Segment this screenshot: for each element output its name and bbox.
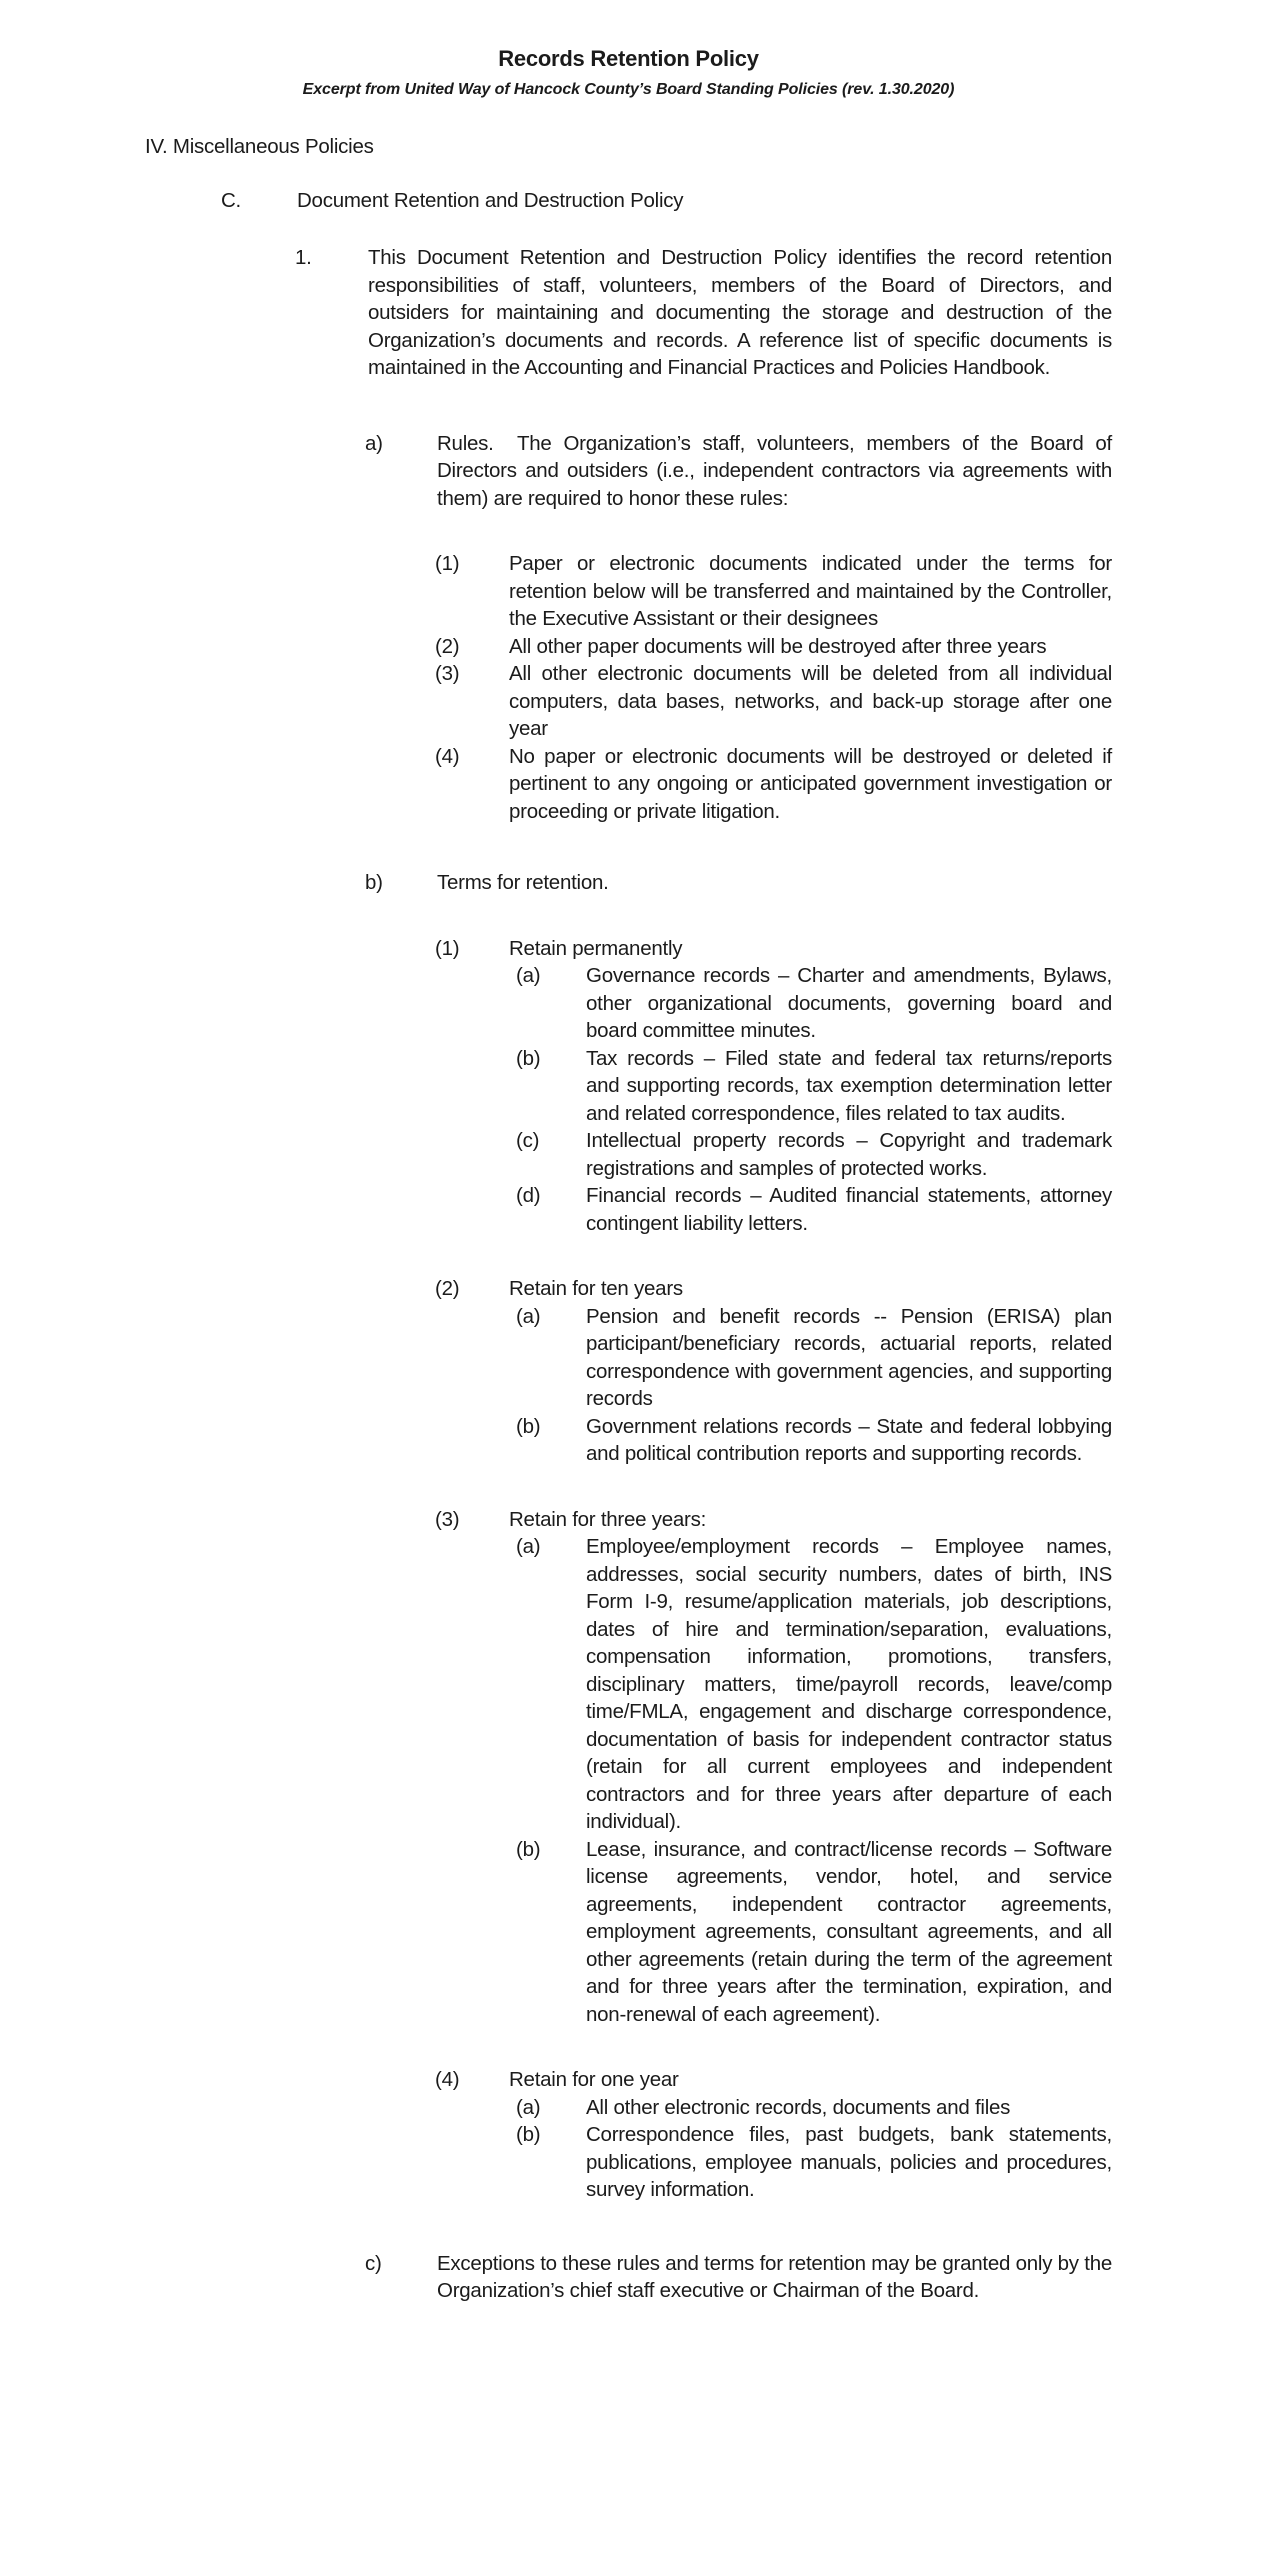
term-1-item-d [516,1182,1112,1237]
term-1-item-b-text: Tax records – Filed state and federal tax returns/reports and supporting records, tax exemption determination letter and related correspondence, files related to tax audits. [586,1046,1112,1125]
section-b-marker: b) [365,871,383,894]
term-2-item-a [516,1303,1112,1413]
paragraph-1-text: This Document Retention and Destruction Policy identifies the record retention responsibilities of staff, volunteers, members of the Board of Directors, and outsiders for maintaining and documenting the storage and destruction of the Organization’s documents and records. A reference list of specific documents is maintained in the Accounting and Financial Practices and Policies Handbook. [368,246,1112,379]
term-group-4 [145,2066,1112,2204]
term-1-item-a [516,962,1112,1045]
term-1-item-d-text: Financial records – Audited financial statements, attorney contingent liability letters. [586,1184,1112,1235]
term-3-heading-row [435,1506,1112,1534]
term-4-item-b-marker: (b) [516,2123,541,2146]
rule-3-text: All other electronic documents will be deleted from all individual computers, data bases, networks, and back-up storage after one year [509,662,1112,740]
term-2-item-b [516,1413,1112,1468]
document-subtitle: Excerpt from United Way of Hancock County’s Board Standing Policies (rev. 1.30.2020) [302,81,955,98]
rule-4-marker: (4) [435,744,460,768]
term-4-item-b-text: Correspondence files, past budgets, bank statements, publications, employee manuals, policies and procedures, survey information. [586,2123,1112,2201]
section-c-text: Exceptions to these rules and terms for retention may be granted only by the Organization’s chief staff executive or Chairman of the Board. [437,2251,1112,2302]
term-2-item-a-text: Pension and benefit records -- Pension (ERISA) plan participant/beneficiary records, actuarial reports, related correspondence with government agencies, and supporting records [586,1304,1112,1410]
rule-item-1 [435,550,1112,633]
document-title: Records Retention Policy [498,46,759,71]
term-3-item-a-text: Employee/employment records – Employee names, addresses, social security numbers, dates of birth, INS Form I-9, resume/application materials, job descriptions, dates of hire and termination/separation, evaluations, compensation information, promotions, transfers, disciplinary matters, time/payroll records, leave/comp time/FMLA, engagement and discharge correspondence, documentation of basis for independent contractor status (retain for all current employees and independent contractors and for three years after departure of each individual). [586,1535,1112,1833]
rules-list [145,550,1112,825]
term-3-item-a-marker: (a) [516,1535,541,1558]
term-4-text: Retain for one year [509,2068,679,2091]
rule-2-marker: (2) [435,634,460,658]
term-1-item-c [516,1127,1112,1182]
term-1-text: Retain permanently [509,936,683,960]
rule-2-text: All other paper documents will be destroyed after three years [509,634,1047,658]
term-1-item-a-text: Governance records – Charter and amendments, Bylaws, other organizational documents, governing board and board committee minutes. [586,964,1112,1042]
section-b-heading-row [365,869,1112,897]
term-4-item-b [516,2121,1112,2204]
section-a-text: Rules. The Organization’s staff, volunteers, members of the Board of Directors and outsiders (i.e., independent contractors via agreements with them) are required to honor these rules: [437,431,1112,510]
term-2-heading-row [435,1275,1112,1303]
policy-heading-marker: C. [221,188,241,212]
term-3-item-b-text: Lease, insurance, and contract/license records – Software license agreements, vendor, hotel, and service agreements, independent contractor agreements, employment agreements, consultant agreements, and all other agreements (retain during the term of the agreement and for three years after the termination, expiration, and non-renewal of each agreement). [586,1837,1112,2026]
term-4-heading-row [435,2066,1112,2094]
term-2-item-a-marker: (a) [516,1304,541,1328]
term-group-2 [145,1275,1112,1468]
rule-3-marker: (3) [435,662,460,685]
term-3-item-a [516,1533,1112,1836]
rule-item-2 [435,633,1112,661]
term-1-item-b [516,1045,1112,1128]
term-group-1 [145,935,1112,1238]
rule-1-marker: (1) [435,552,460,575]
term-1-item-b-marker: (b) [516,1046,541,1070]
paragraph-1-marker: 1. [295,246,312,269]
term-1-marker: (1) [435,936,460,960]
term-1-item-a-marker: (a) [516,964,541,987]
section-a-heading-row [365,430,1112,513]
term-1-item-c-text: Intellectual property records – Copyright and trademark registrations and samples of protected works. [586,1129,1112,1180]
term-1-item-d-marker: (d) [516,1184,541,1207]
term-3-marker: (3) [435,1507,460,1531]
term-3-item-b [516,1836,1112,2029]
term-4-marker: (4) [435,2068,460,2091]
rule-1-text: Paper or electronic documents indicated under the terms for retention below will be transferred and maintained by the Controller, the Executive Assistant or their designees [509,552,1112,630]
policy-heading-text: Document Retention and Destruction Policy [297,188,684,212]
term-4-item-a-text: All other electronic records, documents and files [586,2095,1011,2119]
term-1-item-c-marker: (c) [516,1129,540,1152]
term-4-item-a [516,2094,1112,2122]
term-4-item-a-marker: (a) [516,2095,541,2119]
term-2-marker: (2) [435,1277,460,1300]
section-heading-iv: IV. Miscellaneous Policies [145,135,374,158]
rule-item-4 [435,743,1112,826]
term-2-text: Retain for ten years [509,1277,683,1300]
policy-heading-row [221,187,1112,215]
term-2-item-b-text: Government relations records – State and federal lobbying and political contribution reports and supporting records. [586,1414,1112,1465]
section-c-marker: c) [365,2251,382,2275]
section-b-text: Terms for retention. [437,871,609,894]
rule-4-text: No paper or electronic documents will be destroyed or deleted if pertinent to any ongoing or anticipated government investigation or proceeding or private litigation. [509,744,1112,823]
section-a-marker: a) [365,431,383,455]
rule-item-3 [435,660,1112,743]
term-group-3 [145,1506,1112,2029]
term-3-item-b-marker: (b) [516,1837,541,1861]
section-c-heading-row [365,2250,1112,2305]
term-3-text: Retain for three years: [509,1507,707,1531]
term-1-heading-row [435,935,1112,963]
term-2-item-b-marker: (b) [516,1414,541,1438]
paragraph-1 [295,244,1112,382]
